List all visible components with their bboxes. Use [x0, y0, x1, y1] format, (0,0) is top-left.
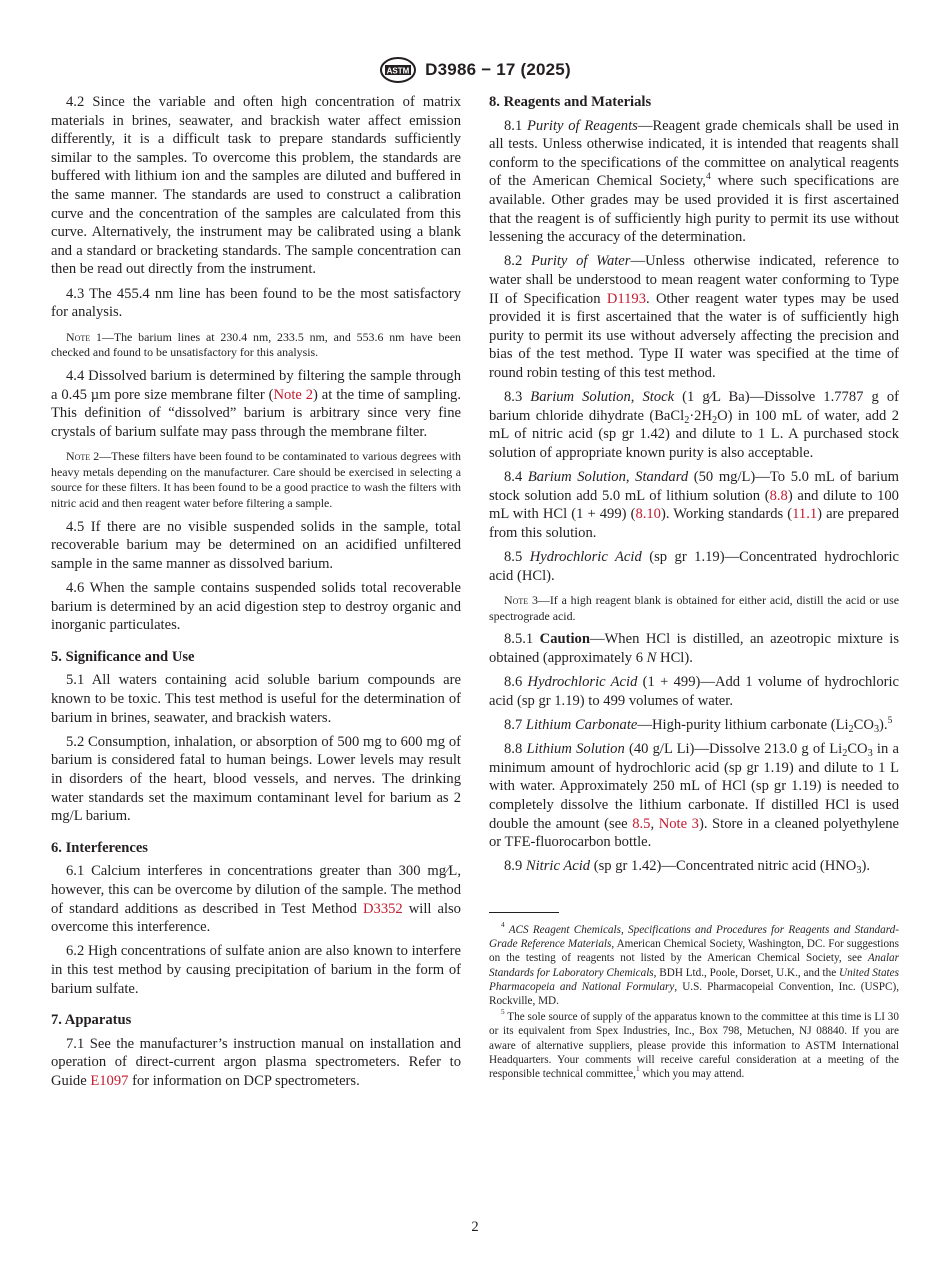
- page-number: 2: [471, 1219, 479, 1235]
- para-8-3: 8.3 Barium Solution, Stock (1 g⁄L Ba)—Dissolve 1.7787 g of barium chloride dihydrate $(BaCl_2\cdot 2H_2O)$ in 100 mL of water, add 2 mL of nitric acid (sp gr 1.42) and dilute to 1 L. A purchased stock solution of appropriate known purity is also acceptable.: [489, 389, 900, 461]
- para-7-1: 7.1 See the manufacturer’s instruction manual on installation and operation of direct-current argon plasma spectrometers. Refer to Guide E1097 for information on DCP spectrometers.: [51, 1035, 461, 1089]
- para-4-4: 4.4 Dissolved barium is determined by filtering the sample through a 0.45 µm pore size membrane filter (Note 2) at the time of sampling. This definition of “dissolved” barium is arbitrary since very fine crystals of barium sulfate may pass through the membrane filter.: [51, 367, 461, 440]
- note-2-text: —These filters have been found to be contaminated to various degrees with heavy metals depending on the manufacturer. Care should be exercised in selecting a source for these filters. It has been found to be a good practice to wash the filters with nitric acid and then reagent water before filtering a sample.: [51, 449, 462, 511]
- note-1-text: —The barium lines at 230.4 nm, 233.5 nm, and 553.6 nm have been checked and found to be unsatisfactory for this analysis.: [51, 329, 461, 360]
- note-3-label: Note 3: [504, 593, 538, 608]
- para-4-6: 4.6 When the sample contains suspended solids total recoverable barium is determined by an acid digestion step to destroy organic and inorganic particulates.: [51, 580, 461, 634]
- section-8-heading: 8. Reagents and Materials: [489, 94, 652, 110]
- footnote-5: $^5$ The sole source of supply of the apparatus known to the committee at this time is LI 30 or its equivalent from Spex Industries, Inc., Box 798, Metuchen, NJ 08840. If you are aware of alternative suppliers, please provide this information to ASTM International Headquarters. Your comments will receive careful consideration at a meeting of the responsible technical committee,$^1$ which you may attend.: [489, 1008, 899, 1080]
- section-5-heading: 5. Significance and Use: [51, 648, 195, 665]
- link-11-1[interactable]: 11.1: [792, 506, 818, 523]
- d1193-link[interactable]: D1193: [606, 290, 647, 307]
- para-5-1: 5.1 All waters containing acid soluble barium compounds are known to be toxic. This test method is useful for the determination of barium in brines, seawater, and brackish waters.: [51, 672, 461, 726]
- note-2: [51, 449, 461, 511]
- link-8-5[interactable]: 8.5: [632, 815, 651, 832]
- right-column: [489, 93, 899, 1083]
- d3352-link[interactable]: D3352: [362, 900, 403, 917]
- note-3-text: —If a high reagent blank is obtained for either acid, distill the acid or use spectrograde acid.: [489, 593, 899, 623]
- page-header: [0, 56, 950, 84]
- para-8-8: 8.8 Lithium Solution (40 g/L Li)—Dissolve 213.0 g of $Li_2CO_3$ in a minimum amount of hydrochloric acid (sp gr 1.19) and dilute to 1 L with water. Approximately 250 mL of HCl (sp gr 1.19) is needed to completely dissolve the lithium carbonate. If distilled HCl is used double the amount (see 8.5, Note 3). Store in a cleaned polyethylene or TFE-fluorocarbon bottle.: [489, 741, 899, 851]
- para-4-3: 4.3 The 455.4 nm line has been found to be the most satisfactory for analysis.: [51, 285, 461, 321]
- link-8-8[interactable]: 8.8: [769, 487, 788, 504]
- para-8-2: 8.2 Purity of Water—Unless otherwise indicated, reference to water shall be understood to mean reagent water conforming to Type II of Specification D1193. Other reagent water types may be used provided it is first ascertained that the water is of sufficiently high purity to permit its use without adversely affecting the precision and bias of the test method. Type II water was specified at the time of round robin testing of this test method.: [489, 253, 900, 381]
- para-8-1: 8.1 Purity of Reagents—Reagent grade chemicals shall be used in all tests. Unless otherwise indicated, it is intended that reagents shall conform to the specifications of the committee on analytical reagents of the American Chemical Society,$^4$ where such specifications are available. Other grades may be used provided it is first ascertained that the reagent is of sufficiently high purity to permit its use without lessening the accuracy of the determination.: [489, 117, 899, 246]
- note-1: [51, 330, 461, 361]
- para-8-5-1: 8.5.1 Caution—When HCl is distilled, an azeotropic mixture is obtained (approximately 6 N HCl).: [489, 631, 899, 666]
- note-3-link[interactable]: Note 3: [658, 815, 699, 832]
- astm-logo-text: ASTM: [386, 66, 410, 76]
- para-8-6: 8.6 Hydrochloric Acid (1 + 499)—Add 1 volume of hydrochloric acid (sp gr 1.19) to 499 volumes of water.: [489, 674, 900, 709]
- astm-logo-icon: [379, 57, 417, 83]
- para-8-7: 8.7 Lithium Carbonate—High-purity lithium carbonate $(Li_2CO_3).^5$: [504, 715, 893, 735]
- left-column: [51, 93, 461, 1096]
- note-2-label: Note 2: [66, 449, 100, 464]
- para-4-2: 4.2 Since the variable and often high concentration of matrix materials in brines, seawater, and brackish water affect emission differently, it is a difficult task to prepare standards sufficiently similar to the samples. To overcome this problem, the standards are buffered with lithium ion and the samples are diluted and buffered in the same manner. The standards are used to construct a calibration curve and the concentration of the samples are calculated from this curve. Alternatively, the instrument may be calibrated using a blank and a standard or bracketing standards. The sample concentration can then be read out directly from the instrument.: [51, 94, 461, 278]
- note-3: [489, 593, 899, 624]
- note-2-link[interactable]: Note 2: [273, 386, 314, 403]
- para-8-4: 8.4 Barium Solution, Standard (50 mg/L)—To 5.0 mL of barium stock solution add 5.0 mL of lithium solution (8.8) and dilute to 100 mL with HCl (1 + 499) (8.10). Working standards (11.1) are prepared from this solution.: [489, 469, 900, 541]
- para-6-2: 6.2 High concentrations of sulfate anion are also known to interfere in this test method by causing precipitation of barium in the form of barium sulfate.: [51, 943, 461, 997]
- para-4-5: 4.5 If there are no visible suspended solids in the sample, total recoverable barium may be determined on an acidified unfiltered sample in the same manner as dissolved barium.: [51, 518, 461, 572]
- footnote-divider: [489, 912, 559, 913]
- e1097-link[interactable]: E1097: [90, 1072, 129, 1089]
- para-5-2: 5.2 Consumption, inhalation, or absorption of 500 mg to 600 mg of barium is considered fatal to human beings. Lower levels may result in disorders of the heart, blood vessels, and nerves. The drinking water standards set the maximum contaminant level for barium as 2 mg/L barium.: [51, 733, 461, 825]
- para-6-1: 6.1 Calcium interferes in concentrations greater than 300 mg⁄L, however, this can be overcome by dilution of the sample. The method of standard additions as described in Test Method D3352 will also overcome this interference.: [51, 863, 461, 936]
- para-8-9: 8.9 Nitric Acid (sp gr 1.42)—Concentrated nitric acid $(HNO_3)$.: [504, 858, 870, 877]
- link-8-10[interactable]: 8.10: [635, 506, 661, 523]
- note-1-label: Note 1: [66, 329, 102, 344]
- para-8-5: 8.5 Hydrochloric Acid (sp gr 1.19)—Concentrated hydrochloric acid (HCl).: [489, 549, 900, 584]
- section-6-heading: 6. Interferences: [51, 839, 148, 856]
- document-id: D3986 − 17 (2025): [425, 60, 571, 79]
- section-7-heading: 7. Apparatus: [51, 1012, 132, 1029]
- footnote-4: $^4$ ACS Reagent Chemicals, Specifications and Procedures for Reagents and Standard-Grade Reference Materials, American Chemical Society, Washington, DC. For suggestions on the testing of reagents not listed by the American Chemical Society, see Analar Standards for Laboratory Chemicals, BDH Ltd., Poole, Dorset, U.K., and the United States Pharmacopeia and National Formulary, U.S. Pharmacopeial Convention, Inc. (USPC), Rockville, MD.: [489, 920, 899, 1007]
